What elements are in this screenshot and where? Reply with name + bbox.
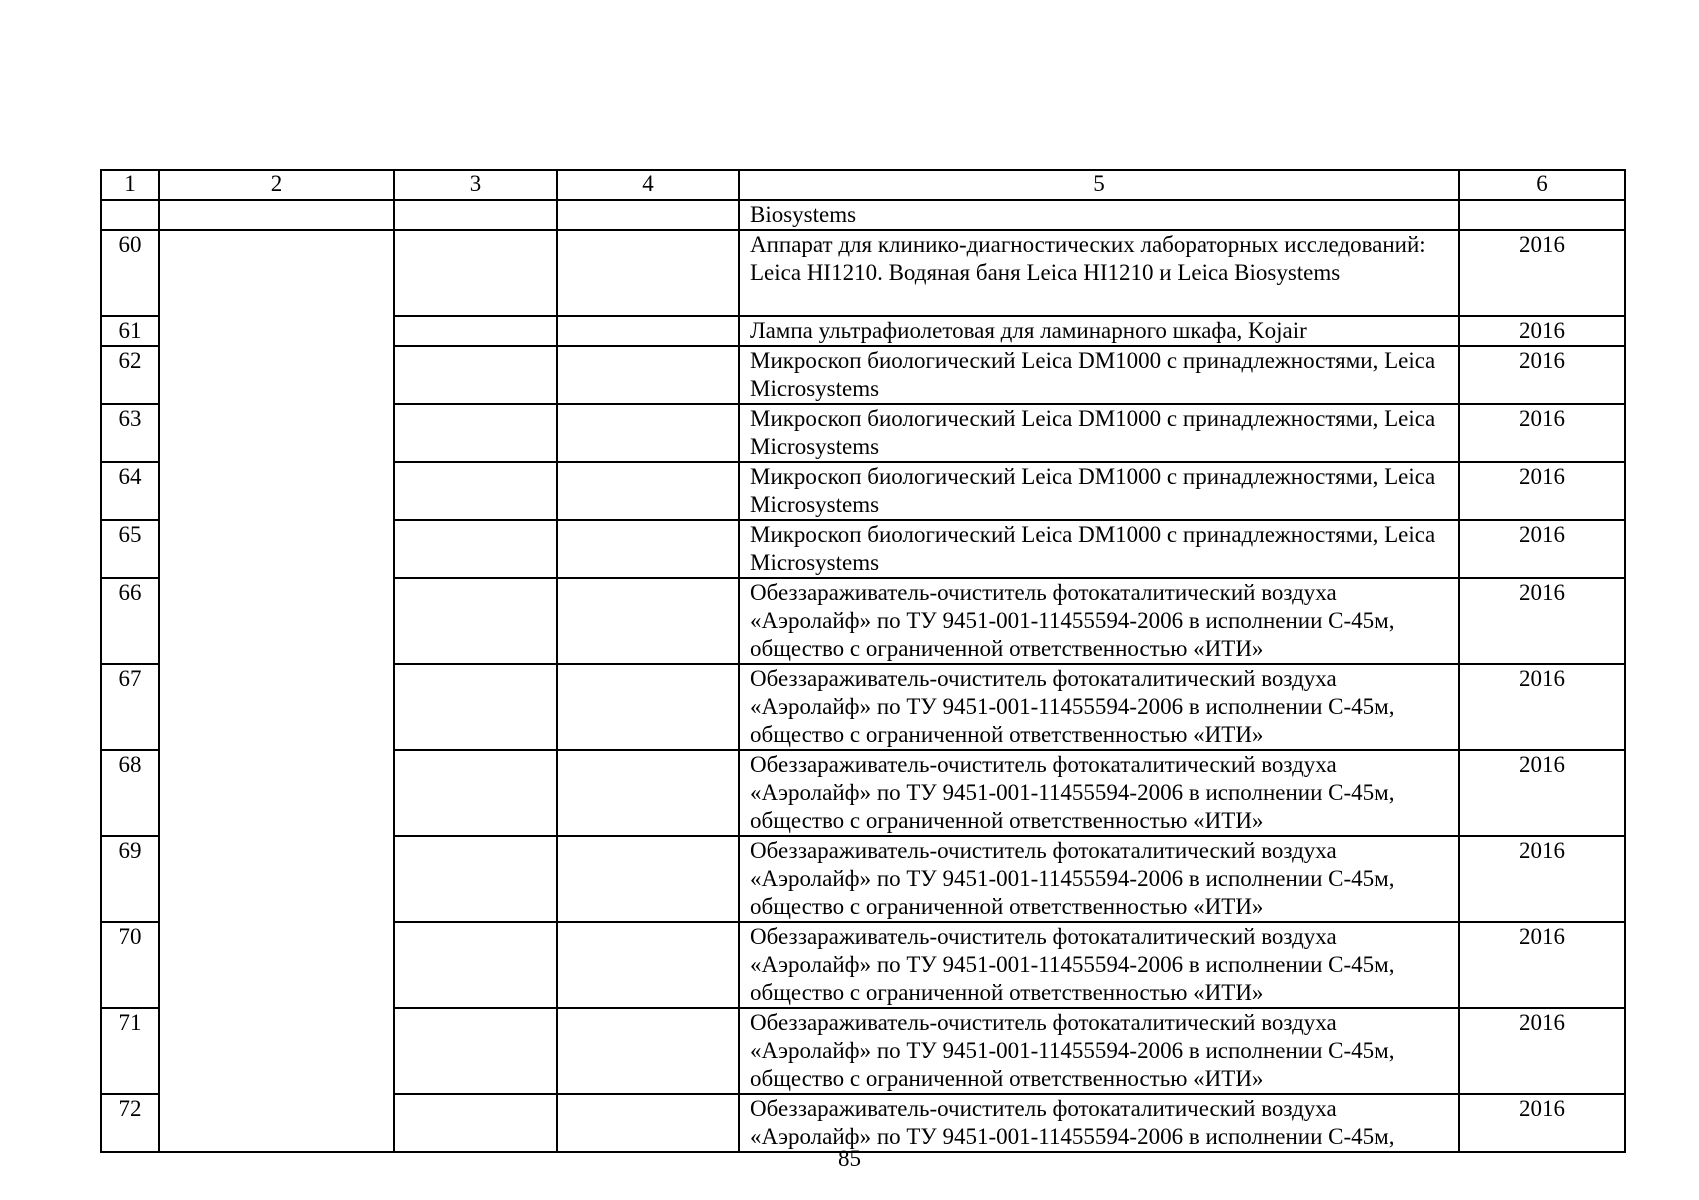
item-description: Микроскоп биологический Leica DM1000 с принадлежностями, Leica Microsystems — [739, 346, 1459, 404]
cell-col3 — [394, 922, 557, 1008]
item-description: Аппарат для клинико-диагностических лабораторных исследований: Leica HI1210. Водяная баня Leica HI1210 и Leica Biosystems — [739, 230, 1459, 316]
item-year: 2016 — [1459, 836, 1625, 922]
cell-col4 — [557, 664, 739, 750]
cell-col2 — [159, 200, 394, 230]
item-description: Biosystems — [739, 200, 1459, 230]
row-number: 71 — [101, 1008, 159, 1094]
cell-col3 — [394, 404, 557, 462]
cell-col3 — [394, 1094, 557, 1152]
item-year: 2016 — [1459, 404, 1625, 462]
item-year: 2016 — [1459, 520, 1625, 578]
row-number: 60 — [101, 230, 159, 316]
column-number-row — [101, 170, 1625, 200]
row-number: 63 — [101, 404, 159, 462]
column-header-1: 1 — [101, 170, 159, 200]
cell-col3 — [394, 664, 557, 750]
equipment-table — [100, 169, 1626, 1153]
item-year: 2016 — [1459, 750, 1625, 836]
row-number: 70 — [101, 922, 159, 1008]
item-description: Обеззараживатель-очиститель фотокаталитический воздуха «Аэролайф» по ТУ 9451-001-11455594-2006 в исполнении С-45м, — [739, 1094, 1459, 1152]
cell-col3 — [394, 462, 557, 520]
cell-col4 — [557, 404, 739, 462]
cell-col4 — [557, 836, 739, 922]
item-year: 2016 — [1459, 1008, 1625, 1094]
item-year: 2016 — [1459, 1094, 1625, 1152]
page-number: 85 — [838, 1146, 861, 1171]
row-number: 62 — [101, 346, 159, 404]
item-description: Обеззараживатель-очиститель фотокаталитический воздуха «Аэролайф» по ТУ 9451-001-11455594-2006 в исполнении С-45м, общество с ограниченной ответственностью «ИТИ» — [739, 664, 1459, 750]
item-description: Обеззараживатель-очиститель фотокаталитический воздуха «Аэролайф» по ТУ 9451-001-11455594-2006 в исполнении С-45м, общество с ограниченной ответственностью «ИТИ» — [739, 922, 1459, 1008]
column-header-4: 4 — [557, 170, 739, 200]
cell-col3 — [394, 230, 557, 316]
item-description: Лампа ультрафиолетовая для ламинарного шкафа, Kojair — [739, 316, 1459, 346]
row-number: 67 — [101, 664, 159, 750]
item-year: 2016 — [1459, 230, 1625, 316]
item-description: Микроскоп биологический Leica DM1000 с принадлежностями, Leica Microsystems — [739, 520, 1459, 578]
item-description: Обеззараживатель-очиститель фотокаталитический воздуха «Аэролайф» по ТУ 9451-001-11455594-2006 в исполнении С-45м, общество с ограниченной ответственностью «ИТИ» — [739, 836, 1459, 922]
cell-col4 — [557, 922, 739, 1008]
item-year: 2016 — [1459, 578, 1625, 664]
item-description: Обеззараживатель-очиститель фотокаталитический воздуха «Аэролайф» по ТУ 9451-001-11455594-2006 в исполнении С-45м, общество с ограниченной ответственностью «ИТИ» — [739, 578, 1459, 664]
row-number: 68 — [101, 750, 159, 836]
row-number: 66 — [101, 578, 159, 664]
table-row — [101, 200, 1625, 230]
cell-col3 — [394, 346, 557, 404]
item-year — [1459, 200, 1625, 230]
row-number: 72 — [101, 1094, 159, 1152]
item-year: 2016 — [1459, 346, 1625, 404]
item-year: 2016 — [1459, 462, 1625, 520]
column-header-3: 3 — [394, 170, 557, 200]
cell-col4 — [557, 520, 739, 578]
cell-col4 — [557, 230, 739, 316]
row-number: 69 — [101, 836, 159, 922]
cell-col4 — [557, 316, 739, 346]
column-header-6: 6 — [1459, 170, 1625, 200]
cell-col4 — [557, 346, 739, 404]
cell-col3 — [394, 750, 557, 836]
row-number — [101, 200, 159, 230]
merged-col2-cell — [159, 230, 394, 1152]
cell-col4 — [557, 578, 739, 664]
cell-col3 — [394, 1008, 557, 1094]
item-year: 2016 — [1459, 316, 1625, 346]
cell-col3 — [394, 316, 557, 346]
item-description: Микроскоп биологический Leica DM1000 с принадлежностями, Leica Microsystems — [739, 404, 1459, 462]
item-year: 2016 — [1459, 922, 1625, 1008]
cell-col4 — [557, 750, 739, 836]
row-number: 64 — [101, 462, 159, 520]
row-number: 65 — [101, 520, 159, 578]
cell-col3 — [394, 520, 557, 578]
item-year: 2016 — [1459, 664, 1625, 750]
cell-col3 — [394, 836, 557, 922]
cell-col4 — [557, 1008, 739, 1094]
item-description: Микроскоп биологический Leica DM1000 с принадлежностями, Leica Microsystems — [739, 462, 1459, 520]
cell-col4 — [557, 1094, 739, 1152]
row-number: 61 — [101, 316, 159, 346]
table-row — [101, 230, 1625, 316]
cell-col3 — [394, 200, 557, 230]
column-header-2: 2 — [159, 170, 394, 200]
item-description: Обеззараживатель-очиститель фотокаталитический воздуха «Аэролайф» по ТУ 9451-001-11455594-2006 в исполнении С-45м, общество с ограниченной ответственностью «ИТИ» — [739, 750, 1459, 836]
column-header-5: 5 — [739, 170, 1459, 200]
cell-col4 — [557, 462, 739, 520]
item-description: Обеззараживатель-очиститель фотокаталитический воздуха «Аэролайф» по ТУ 9451-001-11455594-2006 в исполнении С-45м, общество с ограниченной ответственностью «ИТИ» — [739, 1008, 1459, 1094]
cell-col3 — [394, 578, 557, 664]
cell-col4 — [557, 200, 739, 230]
